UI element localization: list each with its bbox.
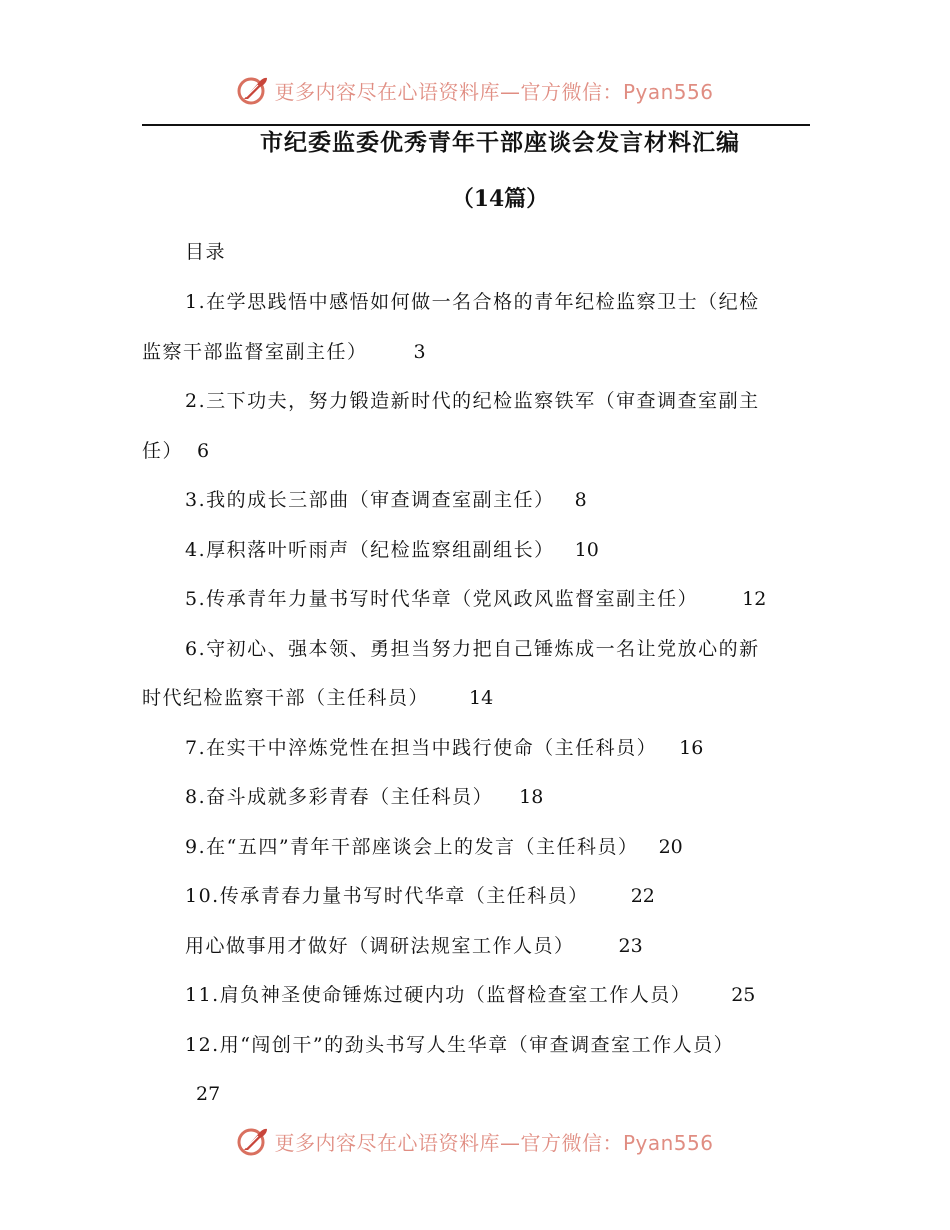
toc-entry-1-line2: 监察干部监督室副主任） 3 [142, 341, 426, 363]
toc-page-number: 6 [197, 440, 210, 462]
watermark-banner-bottom [0, 1121, 950, 1161]
toc-entry-10: 10.传承青春力量书写时代华章（主任科员） 22 [185, 885, 655, 907]
quill-logo-icon [236, 73, 270, 107]
document-title: 市纪委监委优秀青年干部座谈会发言材料汇编 [260, 129, 740, 156]
toc-entry-9: 9.在“五四”青年干部座谈会上的发言（主任科员） 20 [185, 836, 683, 858]
watermark-banner-top [0, 70, 950, 110]
toc-page-number: 3 [413, 341, 426, 363]
toc-entry-6-line2: 时代纪检监察干部（主任科员） 14 [142, 687, 494, 709]
quill-logo-icon [236, 1124, 270, 1158]
toc-page-number: 25 [731, 984, 756, 1006]
toc-entry-3: 3.我的成长三部曲（审查调查室副主任） 8 [185, 489, 587, 511]
toc-entry-11: 11.肩负神圣使命锤炼过硬内功（监督检查室工作人员） 25 [185, 984, 756, 1006]
toc-page-number: 23 [618, 935, 643, 957]
toc-entry-7: 7.在实干中淬炼党性在担当中践行使命（主任科员） 16 [185, 737, 704, 759]
toc-page-number: 14 [469, 687, 494, 709]
toc-page-number: 8 [574, 489, 587, 511]
toc-entry-12-line1: 12.用“闯创干”的劲头书写人生华章（审查调查室工作人员） [185, 1034, 735, 1056]
document-subtitle: （14篇） [451, 186, 549, 212]
toc-entry-12-page [196, 1080, 220, 1108]
toc-page-number: 18 [519, 786, 544, 808]
toc-page-number: 20 [658, 836, 683, 858]
toc-page-number: 16 [679, 737, 704, 759]
toc-entry-4: 4.厚积落叶听雨声（纪检监察组副组长） 10 [185, 539, 599, 561]
toc-entry-1-line1: 1.在学思践悟中感悟如何做一名合格的青年纪检监察卫士（纪检 [185, 291, 760, 313]
toc-page-number: 10 [574, 539, 599, 561]
toc-entry-8: 8.奋斗成就多彩青春（主任科员） 18 [185, 786, 544, 808]
toc-entry-5: 5.传承青年力量书写时代华章（党风政风监督室副主任） 12 [185, 588, 767, 610]
toc-entry-10b: 用心做事用才做好（调研法规室工作人员） 23 [185, 935, 643, 957]
toc-page-number: 22 [630, 885, 655, 907]
toc-entry-2-line2: 任） 6 [142, 440, 210, 462]
toc-page-number: 27 [196, 1083, 221, 1105]
toc-page-number: 12 [742, 588, 767, 610]
toc-heading: 目录 [185, 241, 227, 263]
watermark-text: 更多内容尽在心语资料库—官方微信：Pyan556 [274, 79, 714, 104]
watermark-text: 更多内容尽在心语资料库—官方微信：Pyan556 [274, 1130, 714, 1155]
toc-entry-6-line1: 6.守初心、强本领、勇担当努力把自己锤炼成一名让党放心的新 [185, 638, 760, 660]
toc-entry-2-line1: 2.三下功夫，努力锻造新时代的纪检监察铁军（审查调查室副主 [185, 390, 760, 412]
